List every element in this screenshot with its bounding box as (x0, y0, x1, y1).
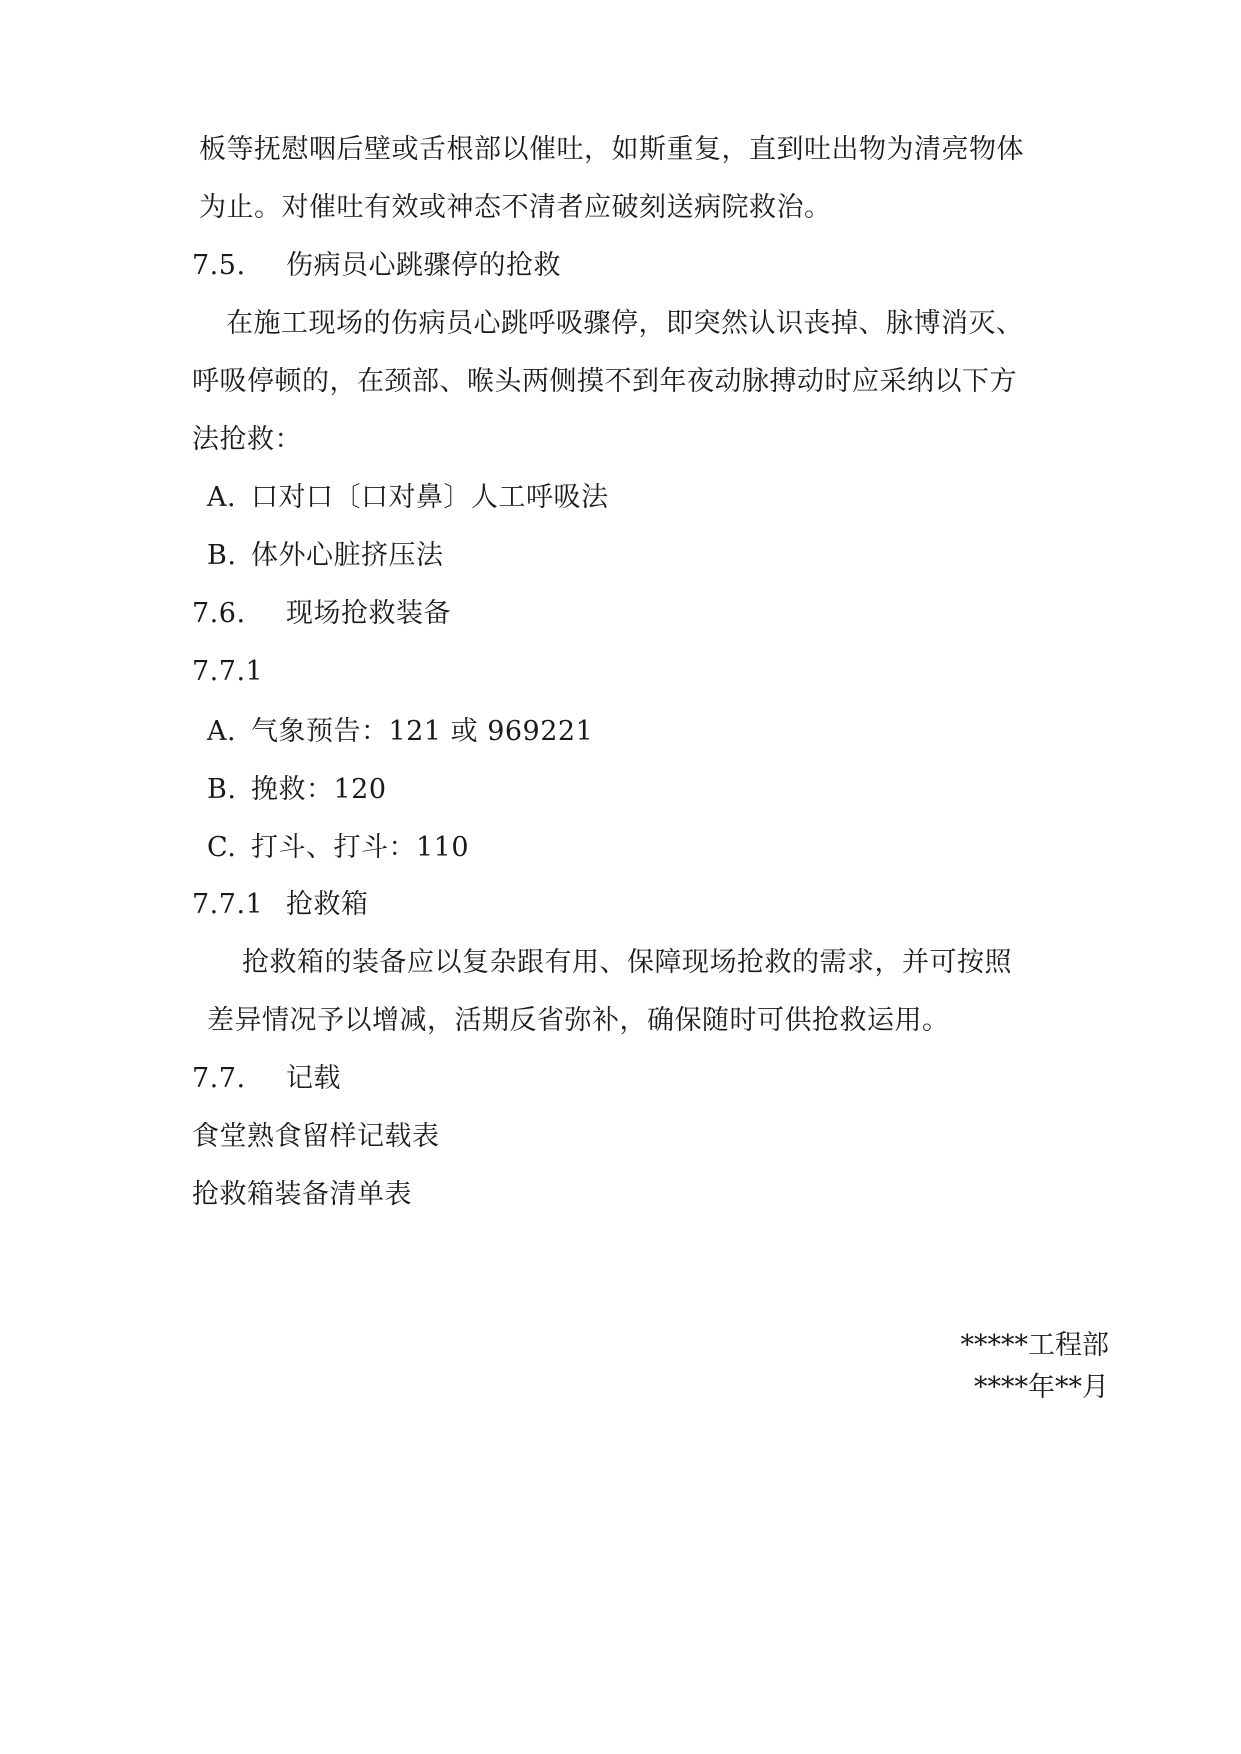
list-item (207, 538, 444, 574)
list-text: 体外心脏挤压法 (251, 540, 444, 571)
paragraph-line: 板等抚慰咽后壁或舌根部以催吐，如斯重复，直到吐出物为清亮物体 (199, 134, 1024, 165)
list-text: 口对口〔口对鼻〕人工呼吸法 (251, 482, 609, 513)
paragraph-line: 抢救箱的装备应以复杂跟有用、保障现场抢救的需求，并可按照 (242, 947, 1012, 978)
signature-organization: *****工程部 (960, 1330, 1109, 1361)
list-label: A. (207, 482, 237, 513)
section-title: 记载 (286, 1063, 341, 1094)
section-heading-7-7 (192, 1061, 341, 1097)
section-title: 抢救箱 (286, 889, 369, 920)
section-number: 7.7.1 (192, 656, 264, 687)
signature-date: ****年**月 (974, 1372, 1109, 1403)
list-item (207, 480, 609, 516)
list-label: A. (207, 716, 237, 747)
list-text: 气象预告：121 或 969221 (251, 716, 594, 747)
section-number: 7.5. (192, 250, 246, 281)
section-title: 伤病员心跳骤停的抢救 (286, 250, 561, 281)
list-item (207, 772, 387, 808)
section-heading-7-7-1 (192, 654, 286, 690)
section-number: 7.6. (192, 598, 246, 629)
record-item: 抢救箱装备清单表 (192, 1179, 412, 1210)
section-title: 现场抢救装备 (286, 598, 451, 629)
section-number: 7.7.1 (192, 889, 264, 920)
list-item (207, 714, 593, 750)
list-item (207, 830, 469, 866)
section-heading-7-7-1-first-aid-box (192, 887, 369, 923)
list-label: B. (207, 774, 237, 805)
section-heading-7-5 (192, 248, 561, 284)
paragraph-line: 差异情况予以增减，活期反省弥补，确保随时可供抢救运用。 (207, 1005, 950, 1036)
list-label: B. (207, 540, 237, 571)
paragraph-line: 在施工现场的伤病员心跳呼吸骤停，即突然认识丧掉、脉博消灭、 (226, 308, 1024, 339)
paragraph-line: 呼吸停顿的，在颈部、喉头两侧摸不到年夜动脉搏动时应采纳以下方 (192, 366, 1017, 397)
list-text: 挽救：120 (251, 774, 387, 805)
section-number: 7.7. (192, 1063, 246, 1094)
list-label: C. (207, 832, 237, 863)
record-item: 食堂熟食留样记载表 (192, 1121, 440, 1152)
section-heading-7-6 (192, 596, 451, 632)
paragraph-line: 法抢救： (192, 424, 302, 455)
list-text: 打斗、打斗：110 (251, 832, 470, 863)
paragraph-line: 为止。对催吐有效或神态不清者应破刻送病院救治。 (199, 192, 832, 223)
